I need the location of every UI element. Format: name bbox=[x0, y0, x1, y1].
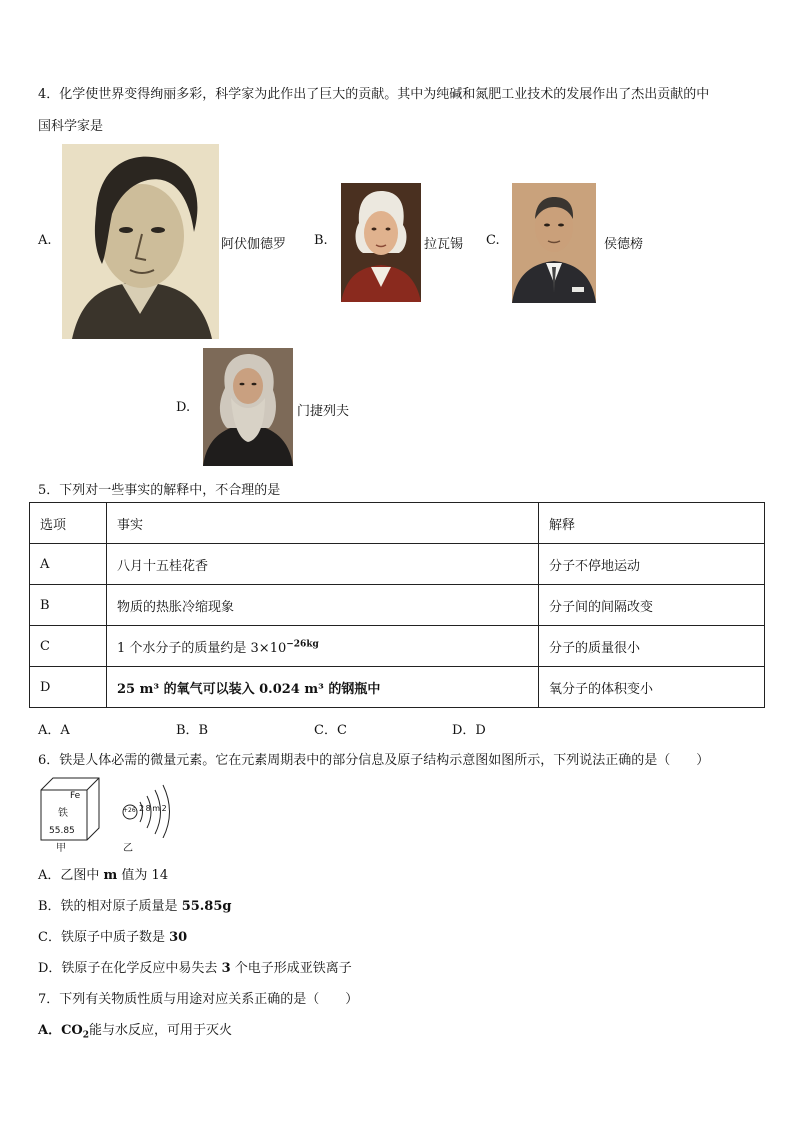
q6-option-a-bold: m bbox=[103, 868, 118, 883]
q7-option-a-text: 能与水反应，可用于灭火 bbox=[89, 1023, 233, 1038]
table-cell-explanation: 氧分子的体积变小 bbox=[539, 667, 765, 708]
q6-option-b bbox=[38, 895, 232, 914]
q6-option-c bbox=[38, 926, 187, 945]
table-row bbox=[30, 626, 765, 667]
table-header-option: 选项 bbox=[30, 503, 107, 544]
q6-option-a-text: A．乙图中 bbox=[38, 868, 104, 883]
q6-option-a bbox=[38, 864, 168, 883]
q5-answer-c: C．C bbox=[314, 723, 347, 738]
table-header-row bbox=[30, 503, 765, 544]
q4-option-c-name: 侯德榜 bbox=[604, 237, 644, 252]
q5-table bbox=[29, 502, 765, 708]
q6-option-b-bold: 55.85g bbox=[181, 899, 232, 914]
mendeleev-portrait bbox=[203, 348, 293, 466]
q5-answer-b: B．B bbox=[176, 723, 209, 738]
q4-stem-line1: 4．化学使世界变得绚丽多彩，科学家为此作出了巨大的贡献。其中为纯碱和氮肥工业技术的发展作出了杰出贡献的中 bbox=[38, 87, 710, 102]
q4-option-b-letter: B. bbox=[314, 233, 328, 248]
q6-option-c-text: C．铁原子中质子数是 bbox=[38, 930, 170, 945]
element-name: 铁 bbox=[58, 808, 68, 819]
q4-option-b-name: 拉瓦锡 bbox=[424, 237, 464, 252]
table-cell-option: D bbox=[30, 667, 107, 708]
q4-option-d-name: 门捷列夫 bbox=[297, 404, 350, 419]
table-row bbox=[30, 585, 765, 626]
nucleus-charge: +26 bbox=[123, 807, 136, 814]
q6-stem: 6．铁是人体必需的微量元素。它在元素周期表中的部分信息及原子结构示意图如图所示，下列说法正确的是（ ） bbox=[38, 753, 710, 768]
table-cell-fact: 八月十五桂花香 bbox=[107, 544, 539, 585]
table-cell-option: A bbox=[30, 544, 107, 585]
q7-option-a-formula: A．CO bbox=[38, 1023, 83, 1038]
element-caption: 甲 bbox=[56, 843, 66, 854]
fact-text: 1 个水分子的质量约是 3×10 bbox=[117, 640, 287, 656]
table-row bbox=[30, 544, 765, 585]
q4-option-d-letter: D. bbox=[176, 400, 191, 415]
table-header-fact: 事实 bbox=[107, 503, 539, 544]
atom-structure-diagram bbox=[120, 782, 182, 852]
table-header-explanation: 解释 bbox=[539, 503, 765, 544]
q6-option-c-bold: 30 bbox=[169, 930, 188, 945]
q5-answer-a: A．A bbox=[38, 723, 70, 738]
element-mass: 55.85 bbox=[49, 826, 75, 836]
table-cell-fact: 物质的热胀冷缩现象 bbox=[107, 585, 539, 626]
q6-option-d-bold: 3 bbox=[221, 961, 231, 976]
q7-option-a-subscript: 2 bbox=[82, 1030, 90, 1041]
electron-shells: 2 8 m 2 bbox=[139, 804, 167, 813]
table-cell-explanation: 分子不停地运动 bbox=[539, 544, 765, 585]
table-cell-fact bbox=[107, 626, 539, 667]
lavoisier-portrait bbox=[341, 183, 421, 302]
q4-option-a-name: 阿伏伽德罗 bbox=[221, 237, 287, 252]
q4-stem-line2: 国科学家是 bbox=[38, 119, 104, 134]
q6-option-d-tail: 个电子形成亚铁离子 bbox=[230, 961, 352, 976]
table-cell-explanation: 分子间的间隔改变 bbox=[539, 585, 765, 626]
table-cell-option: B bbox=[30, 585, 107, 626]
q5-answer-d: D．D bbox=[452, 723, 486, 738]
q7-option-a bbox=[38, 1019, 232, 1041]
fact-exponent: −26kg bbox=[286, 639, 319, 650]
q5-stem: 5．下列对一些事实的解释中，不合理的是 bbox=[38, 483, 281, 498]
atom-caption: 乙 bbox=[123, 843, 133, 854]
avogadro-portrait bbox=[62, 144, 219, 339]
q6-option-a-tail: 值为 14 bbox=[117, 868, 169, 883]
table-row bbox=[30, 667, 765, 708]
q7-stem: 7．下列有关物质性质与用途对应关系正确的是（ ） bbox=[38, 992, 359, 1007]
table-cell-explanation: 分子的质量很小 bbox=[539, 626, 765, 667]
element-symbol: Fe bbox=[70, 791, 81, 801]
q6-option-d bbox=[38, 957, 352, 976]
hou-debang-portrait bbox=[512, 183, 596, 303]
table-cell-fact: 25 m³ 的氧气可以装入 0.024 m³ 的钢瓶中 bbox=[107, 667, 539, 708]
q4-option-c-letter: C. bbox=[486, 233, 500, 248]
table-cell-option: C bbox=[30, 626, 107, 667]
q6-option-b-text: B．铁的相对原子质量是 bbox=[38, 899, 182, 914]
q6-option-d-text: D．铁原子在化学反应中易失去 bbox=[38, 961, 222, 976]
q4-option-a-letter: A. bbox=[38, 233, 52, 248]
periodic-table-cell bbox=[40, 776, 100, 854]
